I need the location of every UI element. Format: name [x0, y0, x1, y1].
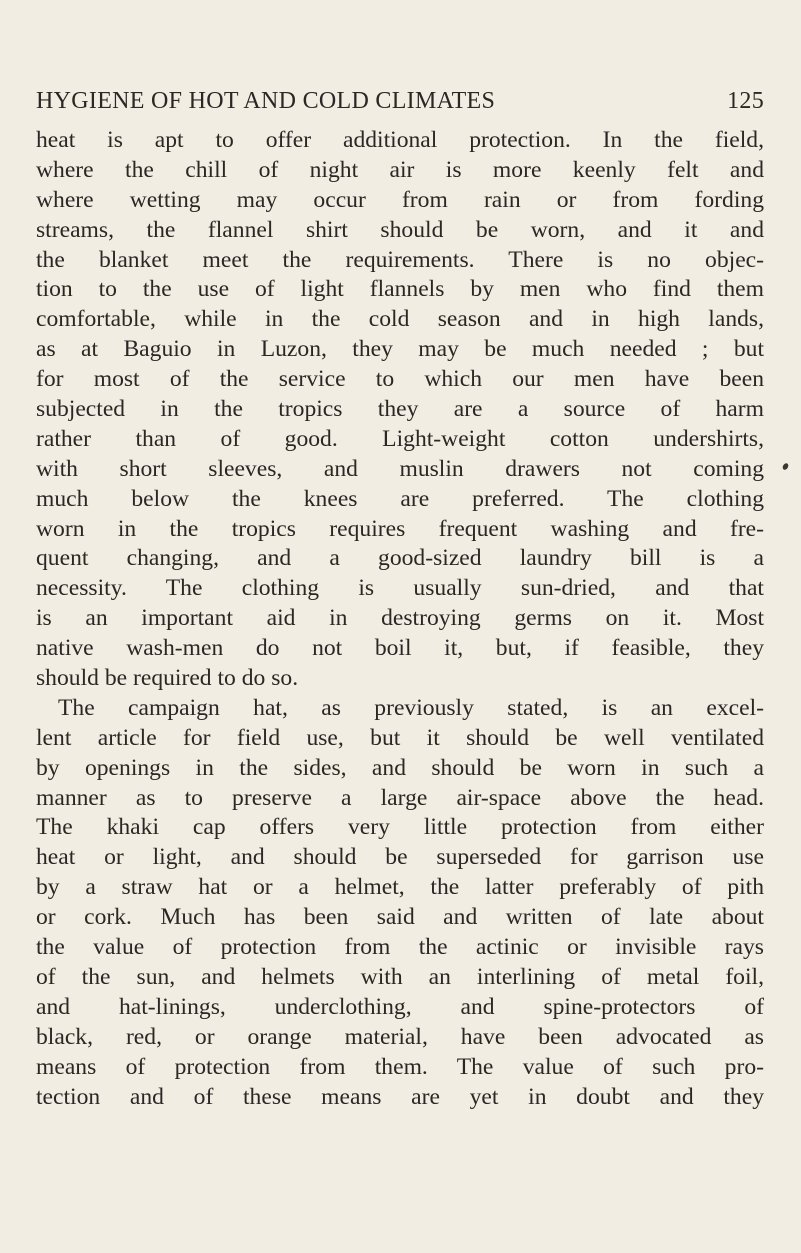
text-line: black, red, or orange material, have been advocated as: [36, 1023, 764, 1050]
page-number: 125: [727, 88, 764, 114]
text-line: rather than of good. Light-weight cotton undershirts,: [36, 425, 764, 452]
text-line: heat is apt to offer additional protection. In the field,: [36, 127, 764, 153]
text-line: manner as to preserve a large air-space above the head.: [36, 784, 764, 811]
text-line: heat or light, and should be superseded for garrison use: [36, 844, 764, 871]
text-line: by openings in the sides, and should be worn in such a: [36, 754, 764, 781]
text-line: where the chill of night air is more keenly felt and: [36, 156, 764, 183]
running-head: [36, 88, 764, 122]
text-line: and hat-linings, underclothing, and spine-protectors of: [36, 993, 764, 1020]
text-line: tion to the use of light flannels by men who find them: [36, 276, 764, 303]
running-head-title: HYGIENE OF HOT AND COLD CLIMATES: [36, 88, 496, 114]
text-line: necessity. The clothing is usually sun-dried, and that: [36, 575, 764, 602]
text-line: native wash-men do not boil it, but, if feasible, they: [36, 635, 764, 662]
paragraph-start-line: The campaign hat, as previously stated, is an excel-: [58, 694, 764, 721]
text-line: much below the knees are preferred. The clothing: [36, 485, 764, 512]
text-line: or cork. Much has been said and written of late about: [36, 904, 764, 931]
paragraph-end-line: should be required to do so.: [36, 665, 299, 692]
text-line: The khaki cap offers very little protection from either: [36, 814, 764, 841]
body-text: [36, 126, 764, 1112]
text-line: quent changing, and a good-sized laundry bill is a: [36, 545, 764, 572]
text-line: subjected in the tropics they are a source of harm: [36, 396, 764, 423]
text-line: of the sun, and helmets with an interlining of metal foil,: [36, 963, 764, 990]
text-line: worn in the tropics requires frequent washing and fre-: [36, 515, 764, 542]
text-line: as at Baguio in Luzon, they may be much needed ; but: [36, 336, 764, 363]
text-line: for most of the service to which our men have been: [36, 366, 764, 393]
text-line: streams, the flannel shirt should be worn, and it and: [36, 216, 764, 243]
text-line: tection and of these means are yet in doubt and they: [36, 1083, 764, 1110]
text-line: means of protection from them. The value of such pro-: [36, 1053, 764, 1080]
text-line: lent article for field use, but it should be well ventilated: [36, 724, 764, 751]
text-line: by a straw hat or a helmet, the latter preferably of pith: [36, 874, 764, 901]
text-line: is an important aid in destroying germs on it. Most: [36, 605, 764, 632]
ink-speck: [782, 462, 790, 471]
text-line: with short sleeves, and muslin drawers not coming: [36, 455, 764, 482]
text-line: where wetting may occur from rain or from fording: [36, 186, 764, 213]
text-line: the value of protection from the actinic or invisible rays: [36, 934, 764, 961]
text-line: comfortable, while in the cold season and in high lands,: [36, 306, 764, 333]
text-line: the blanket meet the requirements. There is no objec-: [36, 246, 764, 273]
